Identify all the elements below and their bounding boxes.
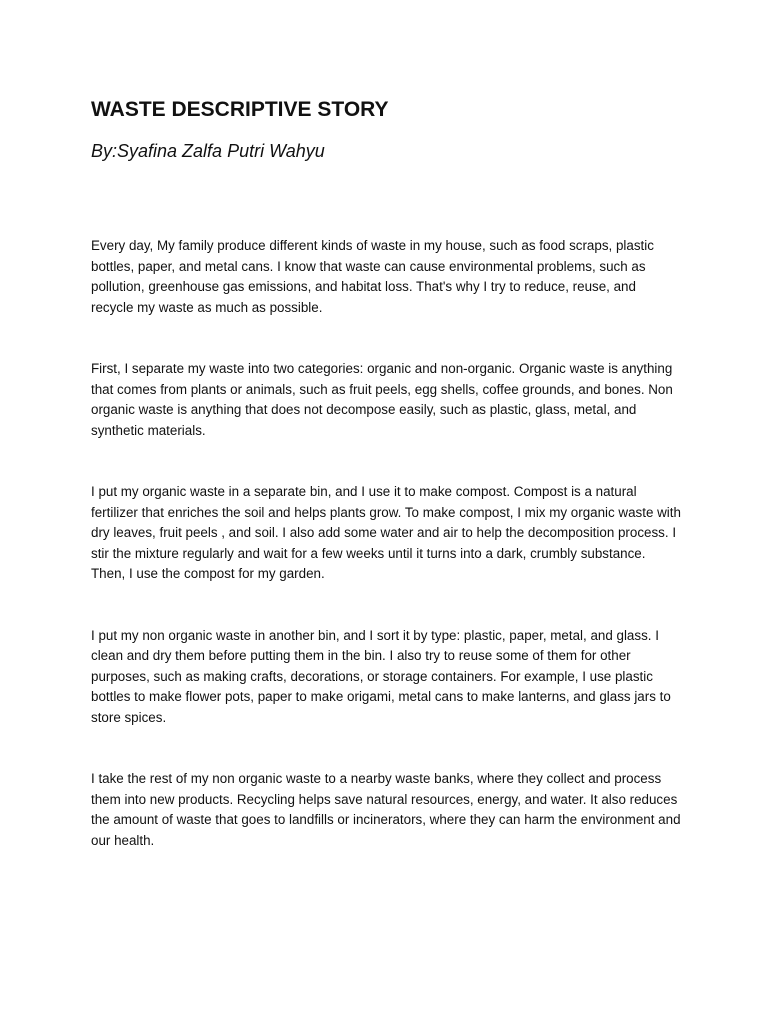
paragraph-1: Every day, My family produce different kinds of waste in my house, such as food scraps, plastic bottles, paper, and metal cans. I know that waste can cause environmental problems, such as pollution, greenhouse gas emissions, and habitat loss. That's why I try to reduce, reuse, and recycle my waste as much as possible.	[91, 238, 654, 315]
paragraph-4: I put my non organic waste in another bin, and I sort it by type: plastic, paper, metal, and glass. I clean and dry them before putting them in the bin. I also try to reuse some of them for other purposes, such as making crafts, decorations, or storage containers. For example, I use plastic bottles to make flower pots, paper to make origami, metal cans to make lanterns, and glass jars to store spices.	[91, 627, 671, 725]
document-body	[91, 236, 681, 892]
paragraph-5: I take the rest of my non organic waste to a nearby waste banks, where they collect and process them into new products. Recycling helps save natural resources, energy, and water. It also reduces the amount of waste that goes to landfills or incinerators, where they can harm the environment and our health.	[91, 771, 681, 848]
document-author: By:Syafina Zalfa Putri Wahyu	[91, 141, 325, 161]
paragraph-3: I put my organic waste in a separate bin, and I use it to make compost. Compost is a natural fertilizer that enriches the soil and helps plants grow. To make compost, I mix my organic waste with dry leaves, fruit peels , and soil. I also add some water and air to help the decomposition process. I stir the mixture regularly and wait for a few weeks until it turns into a dark, crumbly substance. Then, I use the compost for my garden.	[91, 484, 681, 581]
paragraph-2: First, I separate my waste into two categories: organic and non-organic. Organic waste is anything that comes from plants or animals, such as fruit peels, egg shells, coffee grounds, and bones. Non organic waste is anything that does not decompose easily, such as plastic, glass, metal, and synthetic materials.	[91, 361, 673, 438]
document-title: WASTE DESCRIPTIVE STORY	[91, 98, 389, 121]
